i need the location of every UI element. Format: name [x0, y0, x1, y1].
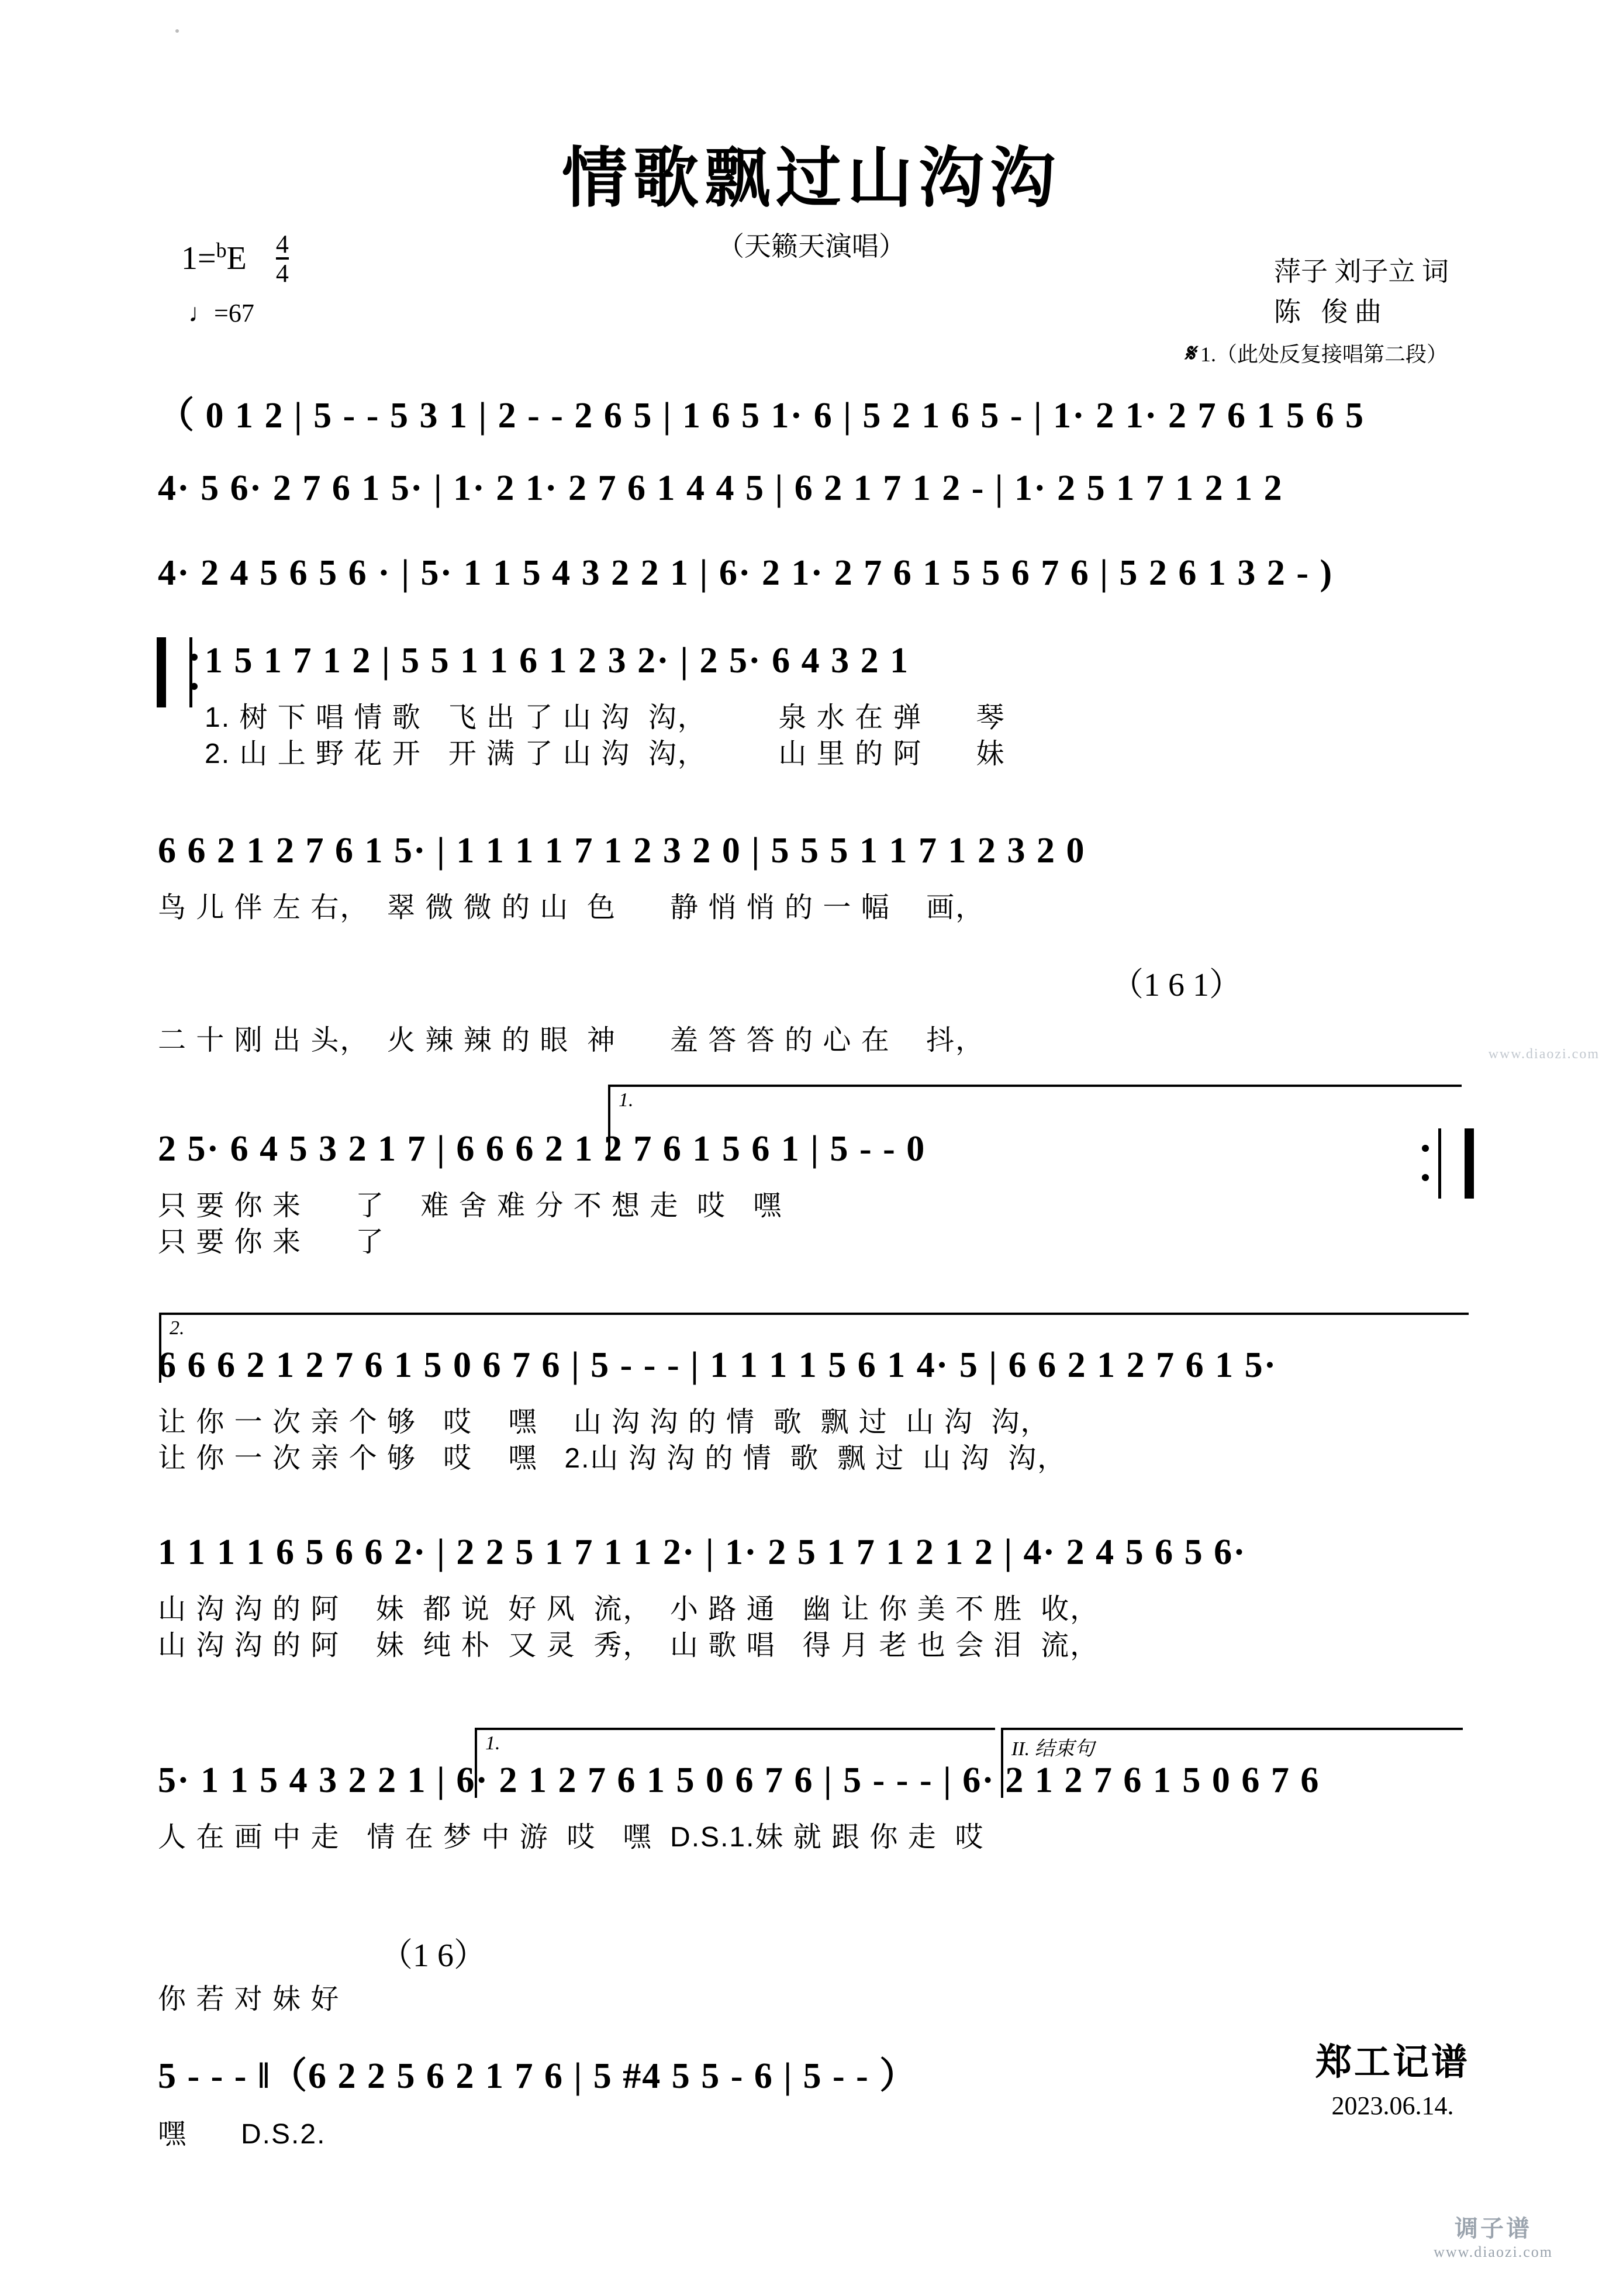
lyrics-block: [158, 1814, 1467, 1853]
lyric-line-1: 只 要 你 来 了 难 舍 难 分 不 想 走 哎 嘿: [158, 1190, 783, 1221]
notes-line: （ 0 1 2 | 5 - - 5 3 1 | 2 - - 2 6 5 | 1 6 5 1· 6 | 5 2 1 6 5 - | 1· 2 1· 2 7 6 1 5 6 5: [158, 396, 1365, 436]
lyric-line-1: 1. 树 下 唱 情 歌 飞 出 了 山 沟 沟， 泉 水 在 弹 琴: [205, 702, 1006, 733]
volta-label: 2.: [167, 1317, 187, 1339]
music-row-6: [158, 1760, 1467, 1853]
music-row-coda: [158, 2046, 1467, 2150]
notes-line: 4· 5 6· 2 7 6 1 5· | 1· 2 1· 2 7 6 1 4 4 5 | 6 2 1 7 1 2 - | 1· 2 5 1 7 1 2 1 2: [158, 468, 1283, 508]
notes-line: 6 6 2 1 2 7 6 1 5· | 1 1 1 1 7 1 2 3 2 0 | 5 5 5 1 1 7 1 2 3 2 0: [158, 831, 1086, 871]
lyrics-block: [158, 1183, 1467, 1258]
lyrics-block: [158, 1399, 1467, 1472]
notes-line: 1 1 1 1 6 5 6 6 2· | 2 2 5 1 7 1 1 2· | 1· 2 5 1 7 1 2 1 2 | 4· 2 4 5 6 5 6·: [158, 1532, 1246, 1572]
lyric-line-2: 二 十 刚 出 头， 火 辣 辣 的 眼 神 羞 答 答 的 心 在 抖，: [158, 1025, 985, 1056]
music-row-6-lyric2: [158, 1976, 1467, 2015]
lyric-line-2: 山 沟 沟 的 阿 妹 纯 朴 又 灵 秀， 山 歌 唱 得 月 老 也 会 泪 流，: [158, 1630, 1100, 1661]
lyric-line-2: 只 要 你 来 了: [158, 1227, 385, 1258]
volta-label: 1.: [616, 1089, 636, 1111]
repeat-dot-lower: [191, 683, 198, 690]
ossia-figure-2: （1 6）: [380, 1938, 486, 1974]
key-label: 1=: [181, 240, 216, 277]
music-row-4: [158, 1345, 1467, 1472]
lyric-line-2: 你 若 对 妹 好: [158, 1984, 340, 2015]
key-signature: [181, 230, 289, 289]
watermark: [1434, 2210, 1553, 2261]
notes-line: 5· 1 1 5 4 3 2 2 1 | 6· 2 1 2 7 6 1 5 0 6 7 6 | 5 - - - | 6· 2 1 2 7 6 1 5 0 6 7 6: [158, 1760, 1320, 1800]
corner-dot: [175, 29, 179, 33]
lyric-line-1: 鸟 儿 伴 左 右， 翠 微 微 的 山 色 静 悄 悄 的 一 幅 画，: [158, 892, 985, 923]
lyric-line-1: 让 你 一 次 亲 个 够 哎 嘿 山 沟 沟 的 情 歌 飘 过 山 沟 沟，: [158, 1407, 1050, 1438]
lyric-line-1: 人 在 画 中 走 情 在 梦 中 游 哎 嘿 D.S.1.妹 就 跟 你 走 哎: [158, 1822, 985, 1853]
lyrics-block: [158, 1586, 1467, 1659]
volta-label: 1.: [483, 1732, 503, 1755]
transcription-date: 2023.06.14.: [1331, 2091, 1454, 2120]
segno-icon: 𝄋: [1184, 339, 1195, 367]
lyrics-block: [205, 695, 1467, 767]
key-letter: E: [226, 240, 247, 277]
music-row-3: [158, 1128, 1467, 1258]
lyrics-block: [158, 2111, 1467, 2150]
lyric-line-1: 山 沟 沟 的 阿 妹 都 说 好 风 流， 小 路 通 幽 让 你 美 不 胜 收，: [158, 1594, 1100, 1625]
notes-line: 1 5 1 7 1 2 | 5 5 1 1 6 1 2 3 2· | 2 5· 6 4 3 2 1: [205, 641, 910, 681]
notes-line: 6 6 6 2 1 2 7 6 1 5 0 6 7 6 | 5 - - - | 1 1 1 1 5 6 1 4· 5 | 6 6 2 1 2 7 6 1 5·: [158, 1345, 1277, 1385]
meter-denominator: 4: [276, 257, 289, 286]
music-row-5: [158, 1532, 1467, 1659]
music-row-2-lyric2: [158, 1017, 1467, 1054]
watermark-side: www.diaozi.com: [1488, 1047, 1600, 1062]
credit-lyricist: 萍子 刘子立 词: [1274, 257, 1449, 286]
lyrics-block: [158, 1017, 1467, 1054]
music-row-intro-3: [158, 553, 1467, 594]
notes-line: 2 5· 6 4 5 3 2 1 7 | 6 6 6 2 1 2 7 6 1 5 6 1 | 5 - - 0: [158, 1129, 926, 1169]
transcriber-name: 郑工记谱: [1315, 2040, 1470, 2083]
lyric-line-2: 让 你 一 次 亲 个 够 哎 嘿 2.山 沟 沟 的 情 歌 飘 过 山 沟 沟，: [158, 1443, 1067, 1474]
time-signature: [276, 232, 289, 286]
credit-composer: 陈 俊 曲: [1274, 297, 1382, 327]
music-row-intro-1: [158, 386, 1467, 438]
repeat-end-barline: [1438, 1128, 1474, 1199]
notes-line: 4· 2 4 5 6 5 6 · | 5· 1 1 5 4 3 2 2 1 | 6· 2 1· 2 7 6 1 5 5 6 7 6 | 5 2 6 1 3 2 - ): [158, 553, 1334, 593]
repeat-end-dot-lower: [1422, 1174, 1429, 1181]
lyric-line-1: 嘿 D.S.2.: [158, 2119, 326, 2150]
watermark-url: www.diaozi.com: [1434, 2243, 1553, 2260]
music-row-2: [158, 830, 1467, 921]
notes-line: 5 - - - ‖（6 2 2 5 6 2 1 7 6 | 5 #4 5 5 - 6 | 5 - - ）: [158, 2056, 917, 2096]
page-title: 情歌飘过山沟沟: [562, 140, 1061, 216]
tempo-marking: ♩=67: [188, 299, 254, 327]
segno-annotation: [1185, 338, 1448, 368]
lyrics-block: [158, 885, 1467, 921]
performer-subtitle: （天籁天演唱）: [717, 232, 906, 261]
volta-label-ending: II. 结束句: [1009, 1732, 1097, 1761]
ossia-figure-1: （1 6 1）: [1111, 967, 1242, 1003]
repeat-start-barline: [157, 637, 192, 707]
flat-symbol: b: [216, 239, 227, 263]
watermark-title: 调子谱: [1455, 2215, 1532, 2242]
transcriber-stamp: [1315, 2033, 1470, 2121]
credits: [1274, 251, 1449, 332]
music-row-intro-2: [158, 468, 1467, 509]
lyric-line-2: 2. 山 上 野 花 开 开 满 了 山 沟 沟， 山 里 的 阿 妹: [205, 738, 1006, 769]
music-row-1: [205, 640, 1467, 767]
lyrics-block: [158, 1976, 1467, 2015]
segno-text: 1.（此处反复接唱第二段）: [1200, 343, 1448, 366]
repeat-end-dot-upper: [1422, 1145, 1429, 1152]
repeat-dot-upper: [191, 654, 198, 661]
meter-numerator: 4: [275, 230, 289, 258]
